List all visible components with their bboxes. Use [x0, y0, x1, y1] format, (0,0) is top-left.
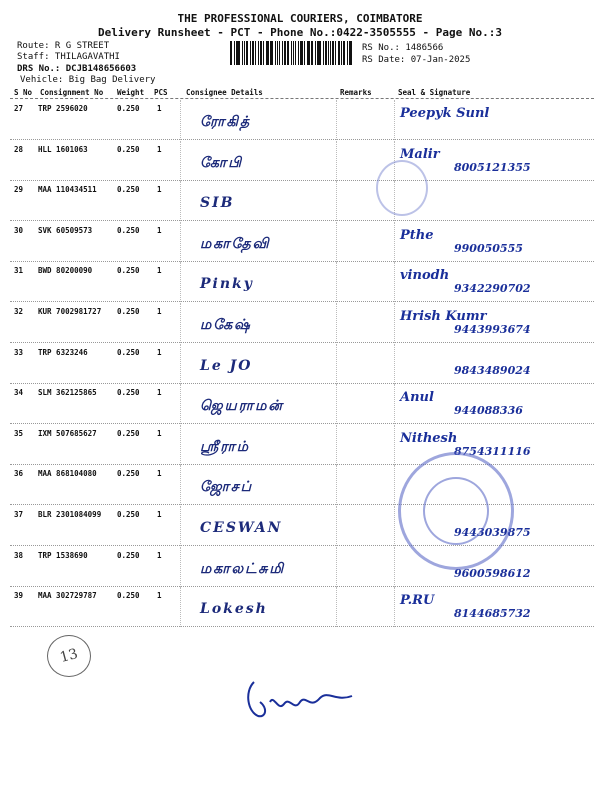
cell-divider	[336, 303, 337, 343]
row-signature-number: 9342290702	[454, 282, 531, 296]
row-pcs: 1	[157, 144, 162, 154]
row-consignment: BWD 80200090	[38, 266, 93, 276]
row-consignment: MAA 868104080	[38, 469, 97, 479]
row-consignee-handwriting: மகாதேவி	[200, 235, 271, 252]
row-signature-number: 8754311116	[454, 444, 531, 458]
route-label: Route: R G STREET	[17, 41, 110, 51]
cell-divider	[180, 344, 181, 384]
row-consignee-handwriting: Lokesh	[200, 601, 268, 618]
row-sno: 30	[14, 225, 24, 235]
cell-divider	[394, 465, 395, 505]
row-signature-number: 990050555	[454, 241, 523, 255]
table-row	[0, 141, 600, 181]
runsheet-title: Delivery Runsheet - PCT - Phone No.:0422-3505555 - Page No.:3	[98, 26, 502, 39]
cell-divider	[394, 344, 395, 384]
row-signature-number: 9600598612	[454, 566, 531, 580]
col-consignee: Consignee Details	[186, 88, 263, 97]
row-consignment: KUR 7002981727	[38, 307, 102, 316]
row-pcs: 1	[157, 185, 162, 195]
row-consignee-handwriting: SIB	[200, 195, 235, 212]
cell-divider	[336, 141, 337, 181]
table-row	[0, 262, 600, 302]
row-sno: 28	[14, 144, 24, 154]
row-sno: 27	[14, 104, 24, 113]
drs-number: DRS No.: DCJB148656603	[17, 64, 137, 74]
cell-divider	[336, 384, 337, 424]
row-weight: 0.250	[117, 225, 140, 235]
row-pcs: 1	[157, 104, 162, 113]
row-consignment: BLR 2301084099	[38, 510, 102, 519]
cell-divider	[336, 181, 337, 221]
table-row	[0, 587, 600, 627]
cell-divider	[394, 506, 395, 546]
seal-stamp	[398, 452, 514, 570]
row-pcs: 1	[157, 591, 162, 601]
row-pcs: 1	[157, 469, 162, 479]
row-signature-handwriting: Pthe	[400, 227, 434, 243]
table-row	[0, 384, 600, 424]
seal-stamp-small	[376, 160, 428, 216]
seal-stamp-inner	[423, 477, 489, 545]
row-consignee-handwriting: Pinky	[200, 276, 254, 293]
row-pcs: 1	[157, 225, 162, 235]
barcode	[230, 41, 354, 65]
col-seal: Seal & Signature	[398, 88, 471, 97]
row-consignee-handwriting: Le JO	[200, 357, 253, 374]
row-signature-number: 9443039875	[454, 526, 531, 539]
row-weight: 0.250	[117, 347, 140, 357]
cell-divider	[180, 587, 181, 627]
table-row	[0, 344, 600, 384]
row-weight: 0.250	[117, 510, 140, 519]
row-consignment: MAA 110434511	[38, 185, 97, 195]
row-weight: 0.250	[117, 266, 140, 276]
cell-divider	[180, 303, 181, 343]
cell-divider	[394, 384, 395, 424]
row-consignment: MAA 302729787	[38, 591, 97, 601]
row-weight: 0.250	[117, 428, 140, 438]
row-signature-handwriting: Hrish Kumr	[400, 309, 487, 324]
row-signature-number: 944088336	[454, 404, 523, 418]
row-weight: 0.250	[117, 550, 140, 560]
table-row	[0, 181, 600, 221]
row-consignment: SLM 362125865	[38, 388, 97, 398]
cell-divider	[394, 587, 395, 627]
row-consignment: TRP 2596020	[38, 104, 88, 113]
cell-divider	[180, 262, 181, 302]
row-signature-handwriting: Peepyk Sunl	[400, 106, 490, 121]
row-signature-handwriting: vinodh	[400, 268, 450, 284]
cell-divider	[336, 425, 337, 465]
cell-divider	[180, 425, 181, 465]
row-pcs: 1	[157, 347, 162, 357]
table-row	[0, 100, 600, 140]
cell-divider	[394, 303, 395, 343]
rs-date: RS Date: 07-Jan-2025	[362, 55, 471, 65]
row-signature-handwriting: Malir	[400, 146, 440, 162]
row-weight: 0.250	[117, 104, 140, 113]
row-consignee-handwriting: ஸ்ரீராம்	[200, 438, 251, 455]
cell-divider	[336, 262, 337, 302]
table-row	[0, 425, 600, 465]
page-circle-mark: 13	[47, 635, 91, 677]
row-pcs: 1	[157, 510, 162, 519]
header-divider	[10, 98, 594, 99]
cell-divider	[180, 506, 181, 546]
cell-divider	[336, 100, 337, 140]
row-weight: 0.250	[117, 469, 140, 479]
row-consignee-handwriting: ஜெயராமன்	[200, 398, 284, 415]
row-pcs: 1	[157, 550, 162, 560]
row-consignment: IXM 507685627	[38, 428, 97, 438]
cell-divider	[180, 222, 181, 262]
row-signature-handwriting: P.RU	[400, 593, 435, 609]
row-pcs: 1	[157, 266, 162, 276]
cell-divider	[336, 222, 337, 262]
row-sno: 35	[14, 428, 24, 438]
row-weight: 0.250	[117, 591, 140, 601]
row-signature-number: 8144685732	[454, 607, 531, 621]
row-sno: 39	[14, 591, 24, 601]
staff-label: Staff: THILAGAVATHI	[17, 52, 120, 62]
row-sno: 36	[14, 469, 24, 479]
row-pcs: 1	[157, 388, 162, 398]
cell-divider	[394, 425, 395, 465]
cell-divider	[180, 465, 181, 505]
cell-divider	[336, 344, 337, 384]
staff-signature	[240, 672, 360, 732]
company-title: THE PROFESSIONAL COURIERS, COIMBATORE	[177, 12, 423, 25]
row-sno: 29	[14, 185, 24, 195]
row-pcs: 1	[157, 428, 162, 438]
row-sno: 34	[14, 388, 24, 398]
row-consignee-handwriting: CESWAN	[200, 520, 283, 536]
col-sno: S No	[14, 88, 33, 97]
cell-divider	[394, 262, 395, 302]
cell-divider	[180, 141, 181, 181]
row-consignee-handwriting: மகேஷ்	[200, 317, 252, 333]
row-weight: 0.250	[117, 144, 140, 154]
row-signature-handwriting: Nithesh	[400, 430, 458, 446]
row-consignee-handwriting: மகாலட்சுமி	[200, 560, 286, 577]
cell-divider	[180, 100, 181, 140]
cell-divider	[180, 181, 181, 221]
row-sno: 37	[14, 510, 24, 519]
row-consignment: SVK 60509573	[38, 225, 93, 235]
col-remarks: Remarks	[340, 88, 372, 97]
cell-divider	[394, 222, 395, 262]
row-consignment: TRP 6323246	[38, 347, 88, 357]
cell-divider	[394, 547, 395, 587]
row-pcs: 1	[157, 307, 162, 316]
row-sno: 32	[14, 307, 24, 316]
rs-number: RS No.: 1486566	[362, 43, 444, 53]
row-signature-number: 9443993674	[454, 323, 531, 336]
col-consignment: Consignment No	[40, 88, 104, 97]
cell-divider	[336, 465, 337, 505]
row-signature-handwriting: Anul	[400, 390, 434, 406]
cell-divider	[336, 506, 337, 546]
table-row	[0, 222, 600, 262]
row-divider	[10, 626, 594, 627]
row-consignment: TRP 1538690	[38, 550, 88, 560]
col-weight: Weight	[117, 88, 145, 97]
table-row	[0, 303, 600, 343]
cell-divider	[394, 100, 395, 140]
vehicle-label: Vehicle: Big Bag Delivery	[20, 75, 156, 85]
staff-signature-text: S.m	[286, 728, 288, 729]
cell-divider	[336, 547, 337, 587]
row-weight: 0.250	[117, 185, 140, 195]
row-signature-number: 8005121355	[454, 160, 531, 174]
row-consignee-handwriting: ரோகித்	[200, 114, 252, 130]
col-pcs: PCS	[154, 88, 168, 97]
row-weight: 0.250	[117, 307, 140, 316]
row-sno: 38	[14, 550, 24, 560]
row-consignee-handwriting: ஜோசப்	[200, 479, 254, 496]
table-row	[0, 547, 600, 587]
row-consignment: HLL 1601063	[38, 144, 88, 154]
cell-divider	[336, 587, 337, 627]
row-signature-number: 9843489024	[454, 363, 531, 377]
row-weight: 0.250	[117, 388, 140, 398]
cell-divider	[180, 384, 181, 424]
row-sno: 31	[14, 266, 24, 276]
row-consignee-handwriting: கோபி	[200, 154, 243, 171]
row-sno: 33	[14, 347, 24, 357]
cell-divider	[180, 547, 181, 587]
